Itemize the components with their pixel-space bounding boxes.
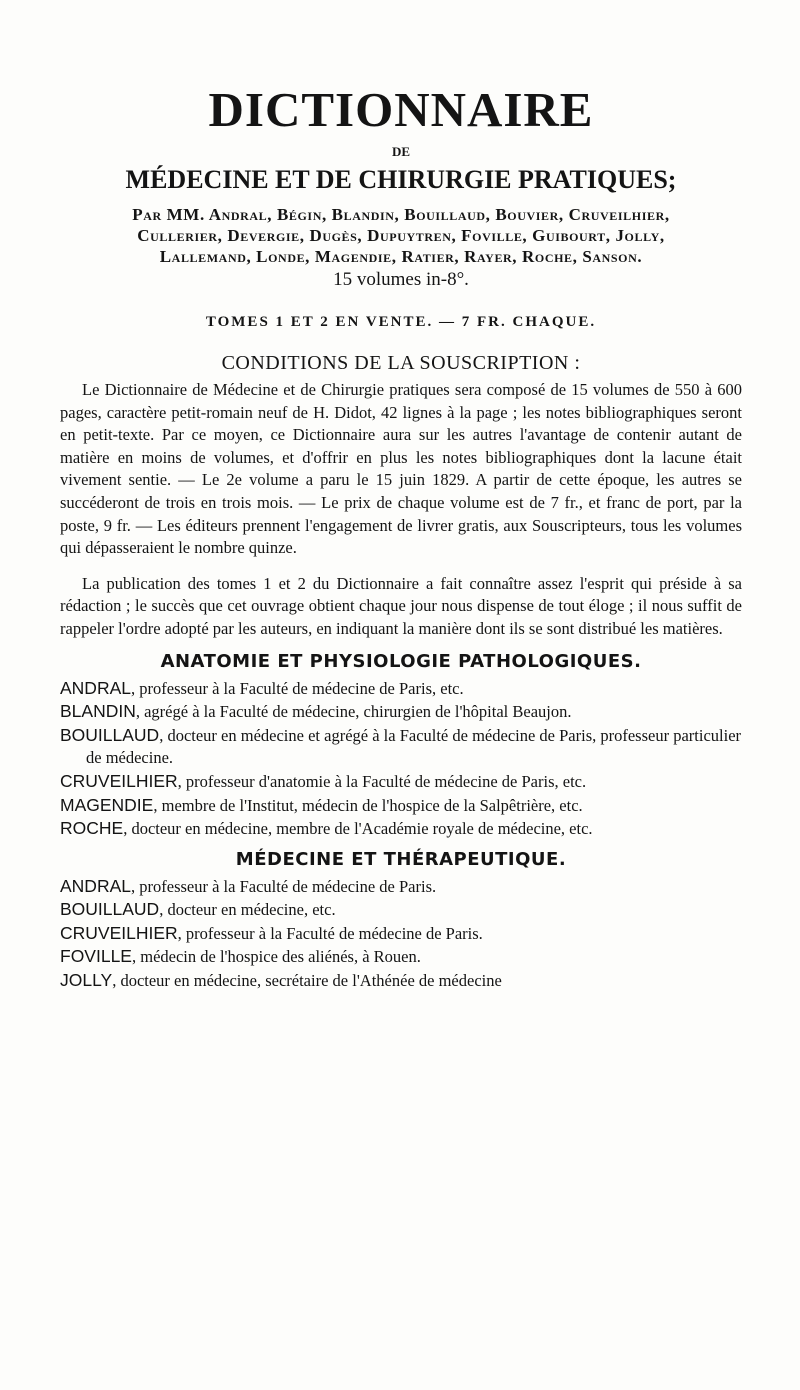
author-name: MAGENDIE xyxy=(60,794,154,815)
volumes-count: 15 volumes in-8°. xyxy=(333,269,469,290)
author-desc: , membre de l'Institut, médecin de l'hospice de la Salpêtrière, etc. xyxy=(153,795,583,815)
publication-paragraph: La publication des tomes 1 et 2 du Dictionnaire a fait connaître assez l'esprit qui préside à sa rédaction ; le succès que cet ouvrage obtient chaque jour nous dispense de tout éloge ; il nous suffit de rappeler l'ordre adopté par les auteurs, en indiquant la manière dont ils se sont distribué les matières. xyxy=(60,573,742,638)
author-desc: , docteur en médecine, secrétaire de l'Athénée de médecine xyxy=(112,971,502,991)
author-name: BOUILLAUD xyxy=(60,899,160,920)
subtitle: MÉDECINE ET DE CHIRURGIE PRATIQUES; xyxy=(125,165,677,194)
list-item xyxy=(60,794,742,818)
list-item xyxy=(60,875,742,899)
author-name: CRUVEILHIER xyxy=(60,922,178,943)
author-desc: , docteur en médecine et agrégé à la Faculté de médecine de Paris, professeur particulier de médecine. xyxy=(86,725,742,768)
list-item xyxy=(60,724,742,770)
list-item xyxy=(60,770,742,794)
author-list-anatomie xyxy=(60,677,742,841)
authors-list xyxy=(60,204,742,267)
authors-line: Cullerier, Devergie, Dugès, Dupuytren, Foville, Guibourt, Jolly, xyxy=(137,226,665,245)
list-item xyxy=(60,677,742,701)
author-desc: , docteur en médecine, membre de l'Académie royale de médecine, etc. xyxy=(123,819,593,839)
author-list-medecine xyxy=(60,875,742,993)
list-item xyxy=(60,700,742,724)
author-desc: , professeur à la Faculté de médecine de Paris, etc. xyxy=(131,678,464,698)
page-title: DICTIONNAIRE xyxy=(208,82,594,137)
list-item xyxy=(60,922,742,946)
author-name: BLANDIN xyxy=(60,701,136,722)
author-name: ROCHE xyxy=(60,818,124,839)
sale-notice: TOMES 1 ET 2 EN VENTE. — 7 FR. CHAQUE. xyxy=(205,314,597,330)
author-desc: , professeur d'anatomie à la Faculté de médecine de Paris, etc. xyxy=(177,771,587,791)
authors-line: Par MM. Andral, Bégin, Blandin, Bouillaud, Bouvier, Cruveilhier, xyxy=(132,205,670,224)
author-name: ANDRAL xyxy=(60,677,131,698)
author-desc: , agrégé à la Faculté de médecine, chirurgien de l'hôpital Beaujon. xyxy=(135,702,572,722)
author-name: BOUILLAUD xyxy=(60,724,160,745)
title-de: DE xyxy=(391,144,411,159)
author-name: CRUVEILHIER xyxy=(60,770,178,791)
list-item xyxy=(60,945,742,969)
author-name: FOVILLE xyxy=(60,946,132,967)
list-item xyxy=(60,898,742,922)
title-block xyxy=(60,82,742,375)
list-item xyxy=(60,969,742,993)
author-name: ANDRAL xyxy=(60,875,131,896)
authors-line: Lallemand, Londe, Magendie, Ratier, Rayer, Roche, Sanson. xyxy=(159,247,643,266)
author-desc: , professeur à la Faculté de médecine de Paris. xyxy=(177,923,483,943)
section-heading-anatomie: ANATOMIE ET PHYSIOLOGIE PATHOLOGIQUES. xyxy=(160,650,642,672)
author-name: JOLLY xyxy=(60,970,113,991)
author-desc: , docteur en médecine, etc. xyxy=(159,900,336,920)
list-item xyxy=(60,817,742,841)
conditions-paragraph: Le Dictionnaire de Médecine et de Chirurgie pratiques sera composé de 15 volumes de 550 à 600 pages, caractère petit-romain neuf de H. Didot, 42 lignes à la page ; les notes bibliographiques seront en petit-texte. Par ce moyen, ce Dictionnaire aura sur les autres l'avantage de contenir autant de matière en moins de volumes, et d'offrir en plus les notes bibliographiques dont la lacune était vivement sentie. — Le 2e volume a paru le 15 juin 1829. A partir de cette époque, les autres se succéderont de trois en trois mois. — Le prix de chaque volume est de 7 fr., et franc de port, par la poste, 9 fr. — Les éditeurs prennent l'engagement de livrer gratis, aux Souscripteurs, tous les volumes qui dépasseraient le nombre quinze. xyxy=(60,380,742,558)
author-desc: , professeur à la Faculté de médecine de Paris. xyxy=(131,876,437,896)
conditions-title: CONDITIONS DE LA SOUSCRIPTION : xyxy=(221,352,581,374)
author-desc: , médecin de l'hospice des aliénés, à Rouen. xyxy=(131,947,421,967)
section-heading-medecine: MÉDECINE ET THÉRAPEUTIQUE. xyxy=(235,848,567,870)
